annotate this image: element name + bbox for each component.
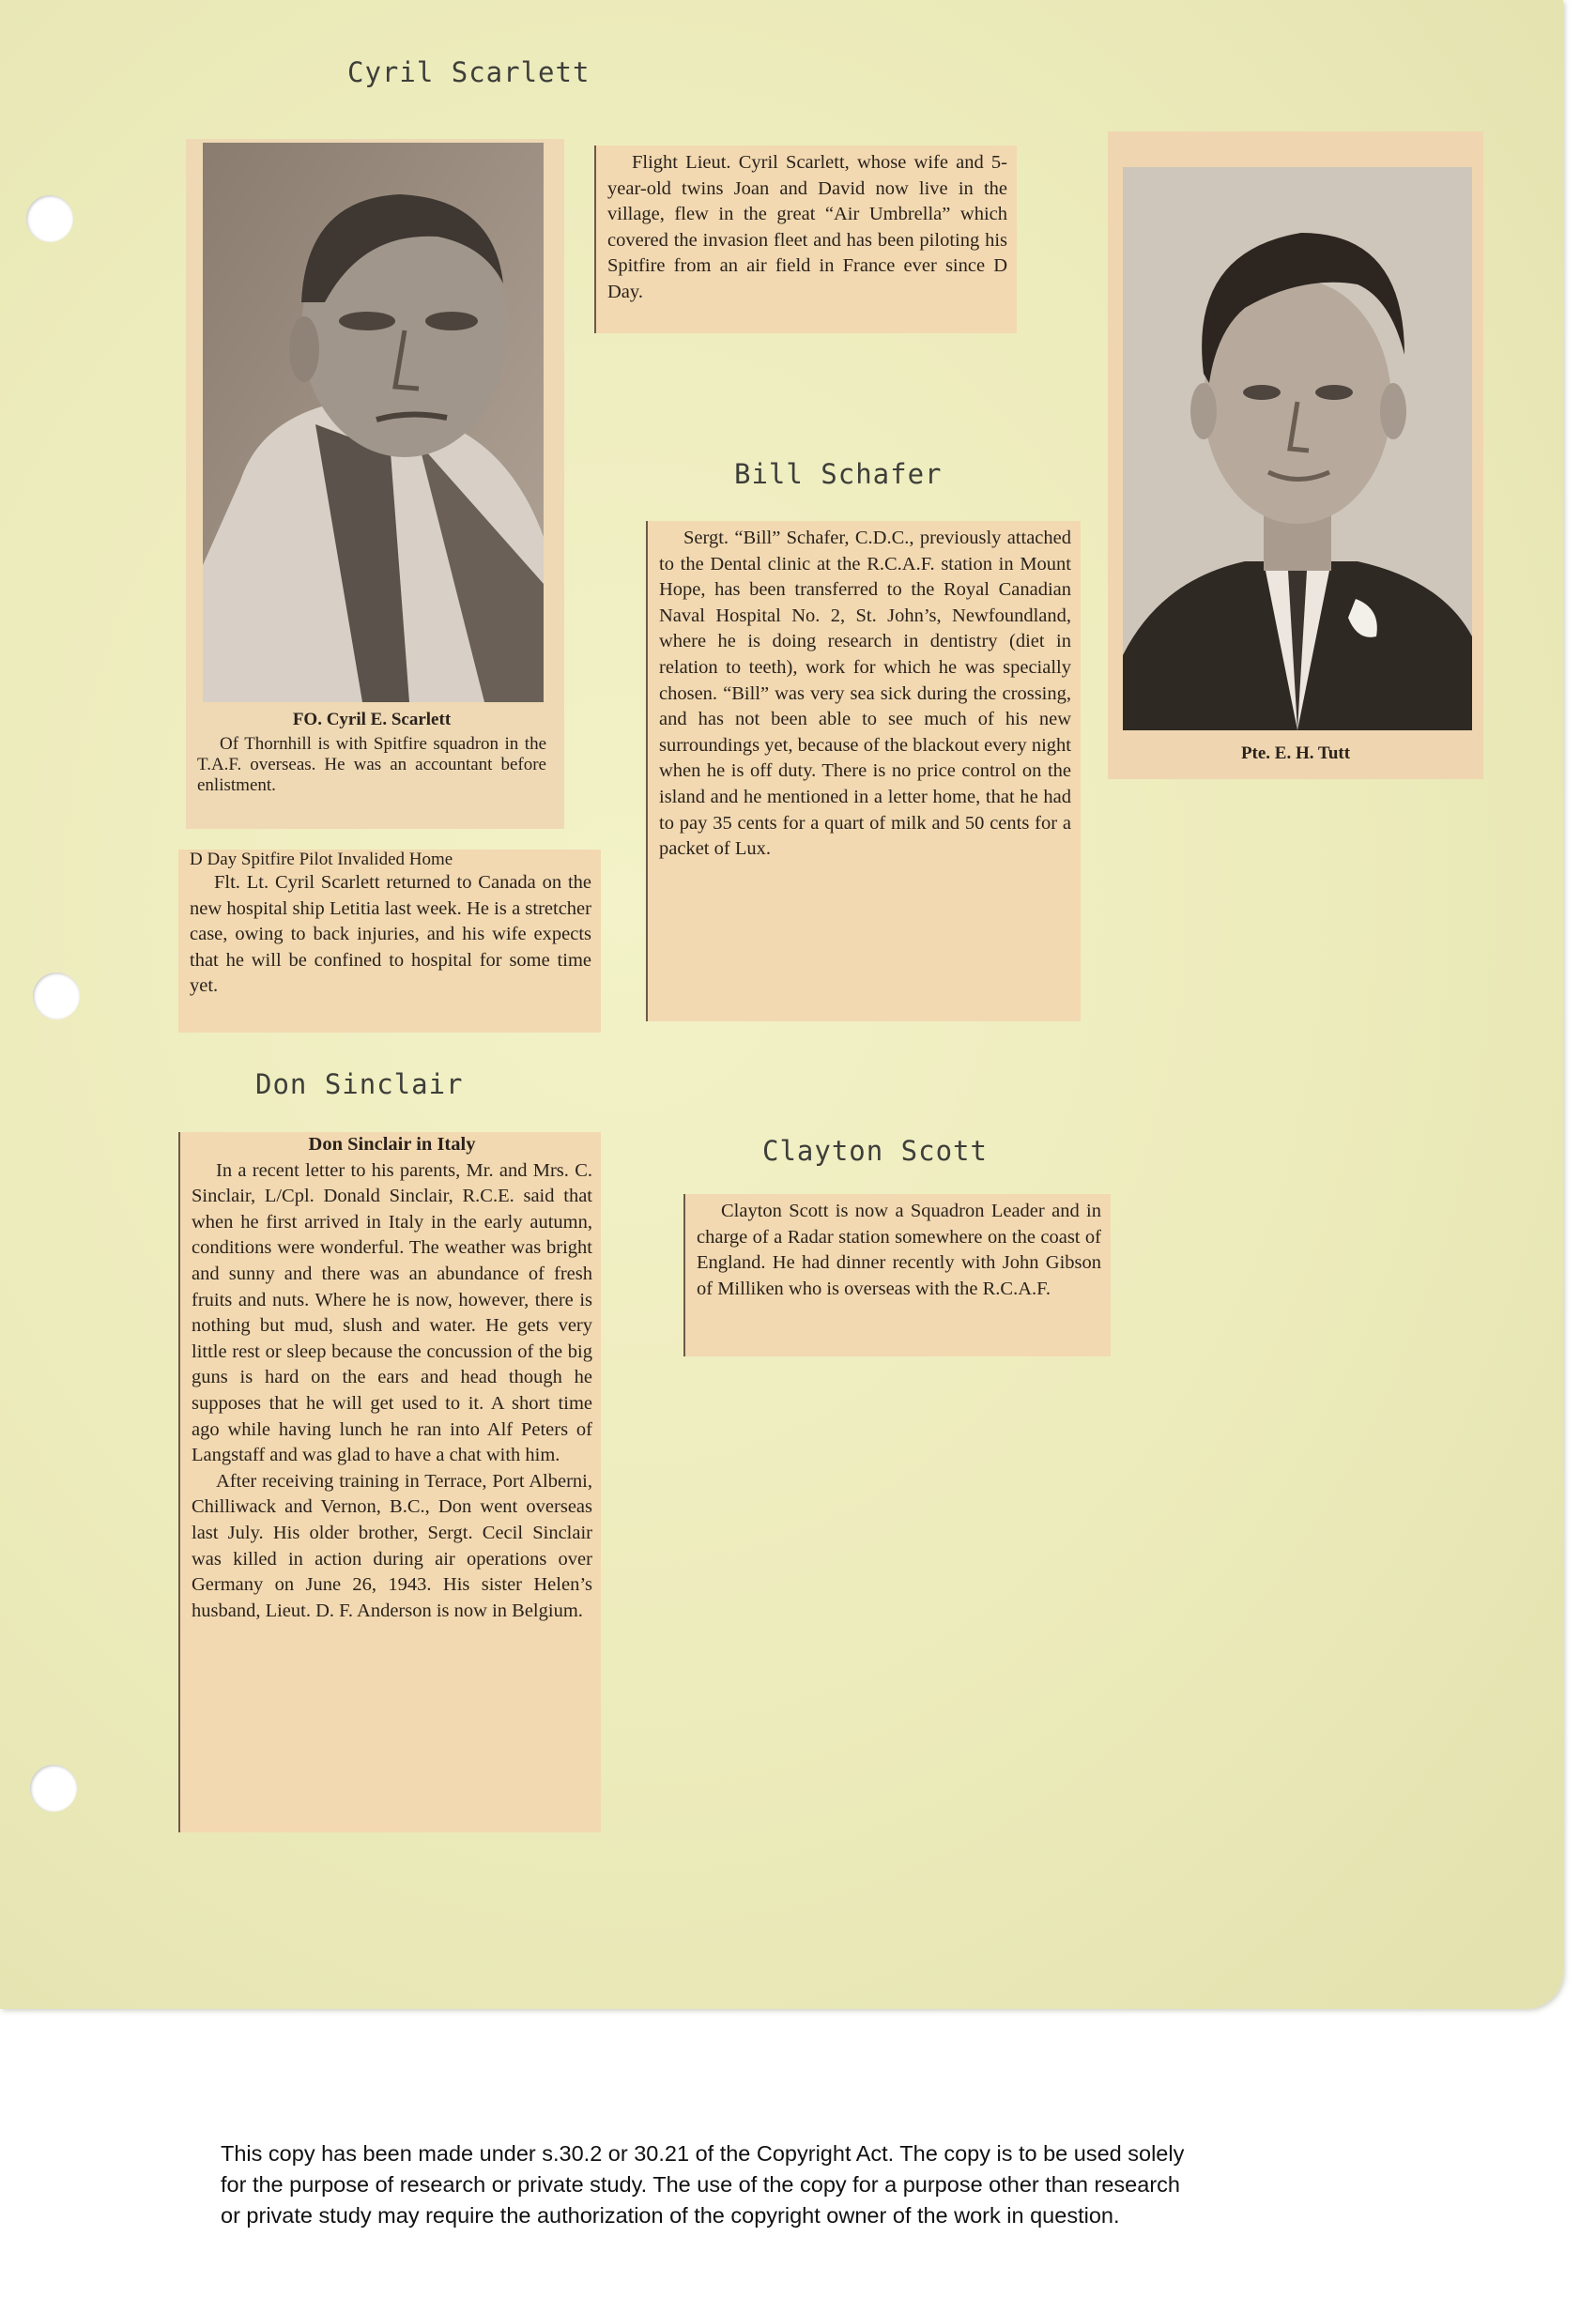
don-sinclair-headline: Don Sinclair in Italy	[308, 1134, 476, 1155]
don-sinclair-paragraph-2: After receiving training in Terrace, Port Alberni, Chilliwack and Vernon, B.C., Don went overseas last July. His older brother, Sergt. Cecil Sinclair was killed in action during air operations over Germany on June 26, 1943. His sister Helen’s husband, Lieut. D. F. Anderson is now in Belgium.	[192, 1470, 592, 1621]
cyril-invalided-headline: D Day Spitfire Pilot Invalided Home	[190, 850, 453, 869]
cyril-invasion-text	[607, 150, 1007, 306]
heading-don-sinclair: Don Sinclair	[255, 1068, 464, 1100]
cyril-invasion-paragraph: Flight Lieut. Cyril Scarlett, whose wife and 5-year-old twins Joan and David now live in the village, flew in the great “Air Umbrella” which covered the invasion fleet and has been piloting his Spitfire from an air field in France ever since D Day.	[607, 152, 1007, 302]
binder-hole-top	[26, 195, 73, 242]
don-sinclair-text	[192, 1158, 592, 1625]
cyril-photo-caption-title: FO. Cyril E. Scarlett	[292, 710, 452, 729]
tutt-photo-caption: Pte. E. H. Tutt	[1240, 743, 1351, 763]
clayton-scott-paragraph: Clayton Scott is now a Squadron Leader and in charge of a Radar station somewhere on the coast of England. He had dinner recently with John Gibson of Milliken who is overseas with the R.C.A.F.	[697, 1201, 1101, 1299]
copyright-line-3: or private study may require the authorization of the copyright owner of the work in question.	[221, 2203, 1120, 2228]
heading-cyril-scarlett: Cyril Scarlett	[347, 56, 591, 88]
copyright-line-2: for the purpose of research or private study. The use of the copy for a purpose other than research	[221, 2172, 1180, 2197]
binder-hole-bottom	[30, 1765, 77, 1812]
cyril-invalided-text	[190, 870, 591, 1000]
cyril-invalided-paragraph: Flt. Lt. Cyril Scarlett returned to Canada on the new hospital ship Letitia last week. He is a stretcher case, owing to back injuries, and his wife expects that he will be confined to hospital for some time yet.	[190, 872, 591, 997]
cyril-invasion-clipping	[594, 146, 1017, 333]
bill-schafer-paragraph: Sergt. “Bill” Schafer, C.D.C., previously attached to the Dental clinic at the R.C.A.F. station in Mount Hope, has been transferred to the Royal Canadian Naval Hospital No. 2, St. John’s, Newfoundland, where he is doing research in dentistry (diet in relation to teeth), work for which he was specially chosen. “Bill” was very sea sick during the crossing, and has not been able to see much of his new surroundings yet, because of the blackout every night when he is off duty. There is no price control on the island and he mentioned in a letter home, that he had to pay 35 cents for a quart of milk and 50 cents for a packet of Lux.	[659, 528, 1071, 860]
clayton-scott-clipping	[683, 1194, 1111, 1356]
bill-schafer-text	[659, 526, 1071, 863]
copyright-notice	[221, 2138, 1385, 2231]
binder-hole-middle	[33, 973, 80, 1019]
tutt-photo-clipping	[1108, 131, 1483, 779]
cyril-photo-clipping	[186, 139, 564, 829]
copyright-line-1: This copy has been made under s.30.2 or 30.21 of the Copyright Act. The copy is to be used solely	[221, 2141, 1185, 2166]
clayton-scott-text	[697, 1199, 1101, 1302]
heading-bill-schafer: Bill Schafer	[734, 458, 943, 490]
cyril-invalided-clipping	[178, 850, 601, 1033]
don-sinclair-clipping	[178, 1132, 601, 1832]
tutt-portrait	[1123, 167, 1472, 730]
cyril-photo-caption-text: Of Thornhill is with Spitfire squadron in the T.A.F. overseas. He was an accountant before enlistment.	[197, 734, 546, 795]
bill-schafer-clipping	[646, 521, 1081, 1021]
cyril-scarlett-portrait	[203, 143, 544, 702]
don-sinclair-paragraph-1: In a recent letter to his parents, Mr. and Mrs. C. Sinclair, L/Cpl. Donald Sinclair, R.C.E. said that when he first arrived in Italy in the early autumn, conditions were wonderful. The weather was bright and sunny and there was an abundance of fresh fruits and nuts. Where he is now, however, there is nothing but mud, slush and water. He gets very little rest or sleep because the concussion of the big guns is hard on the ears and head though he supposes that he will get used to it. A short time ago while having lunch he ran into Alf Peters of Langstaff and was glad to have a chat with him.	[192, 1159, 592, 1466]
heading-clayton-scott: Clayton Scott	[762, 1135, 988, 1167]
